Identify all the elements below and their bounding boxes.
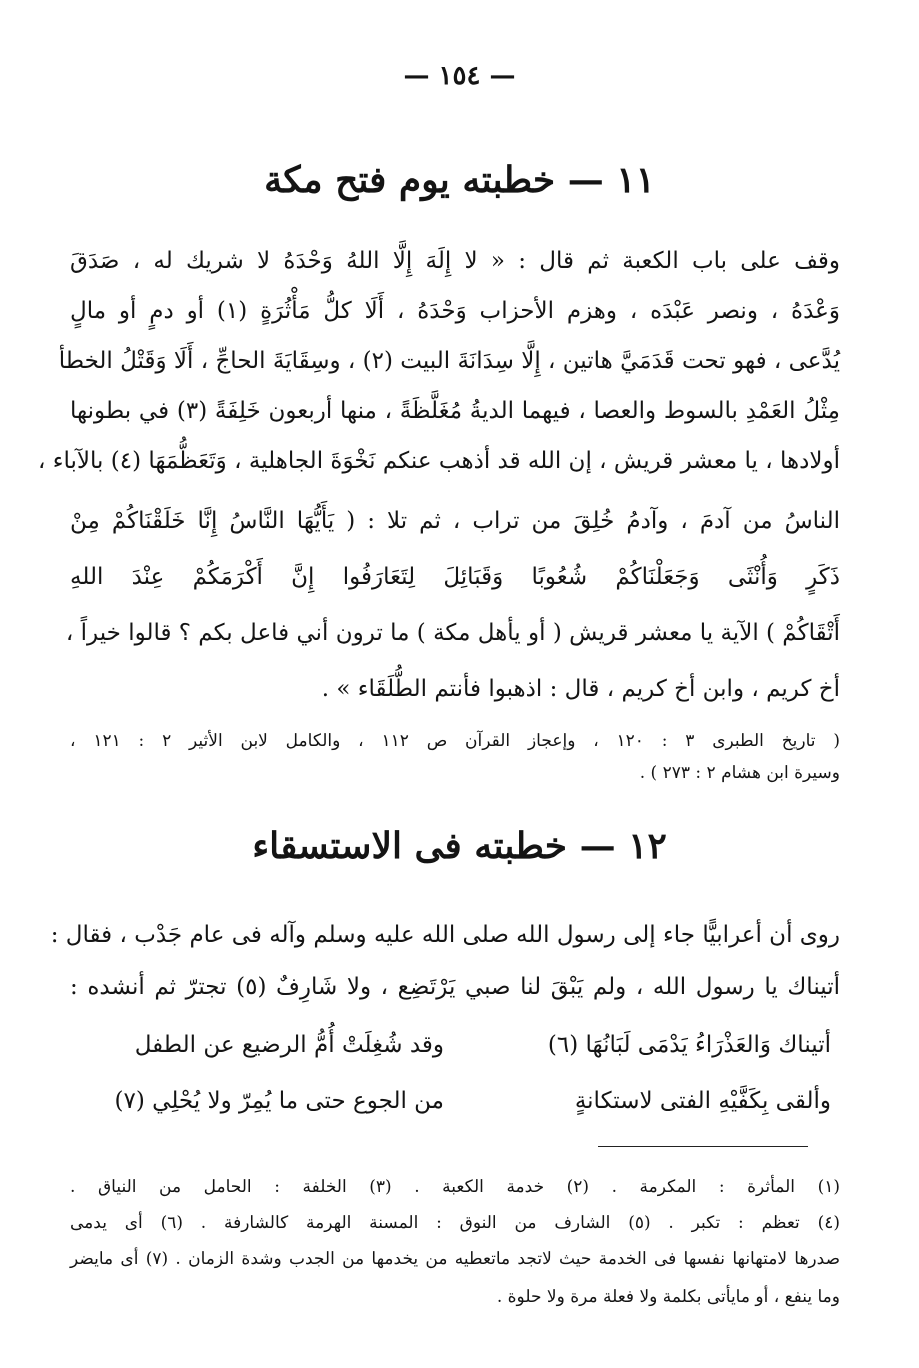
footnote-line: وما ينفع ، أو مايأتى بكلمة ولا فعلة مرة ولا حلوة . [496,1287,840,1307]
section-title-12: ١٢ — خطبته فى الاستسقاء [252,825,667,867]
source-citation-line: وسيرة ابن هشام ٢ : ٢٧٣ ) . [639,763,840,783]
verse-1-second-hemistich: وقد شُغِلَتْ أُمُّ الرضيع عن الطفل [134,1032,444,1058]
source-citation-line: ( تاريخ الطبرى ٣ : ١٢٠ ، وإعجاز القرآن ص ١١٢ ، والكامل لابن الأثير ٢ : ١٢١ ، [70,731,840,751]
text-line: روى أن أعرابيًّا جاء إلى رسول الله صلى الله عليه وسلم وآله فى عام جَدْب ، فقال : [50,922,840,948]
footnote-line: (١) المأثرة : المكرمة . (٢) خدمة الكعبة . (٣) الخلفة : الحامل من النياق . [70,1177,840,1197]
section-title-11: ١١ — خطبته يوم فتح مكة [264,159,655,201]
text-line: وقف على باب الكعبة ثم قال : « لا إِلَهَ إِلَّا اللهُ وَحْدَهُ لا شريك له ، صَدَقَ [70,248,840,274]
footnote-line: صدرها لامتهانها نفسها فى الخدمة حيث لاتجد ماتعطيه من يخدمها من الجدب وشدة الزمان . (٧) أى مايضر [70,1249,840,1269]
page-number: — ١٥٤ — [403,61,516,91]
verse-2-second-hemistich: من الجوع حتى ما يُمِرّ ولا يُحْلِي (٧) [114,1088,444,1114]
text-line: أتيناك يا رسول الله ، ولم يَبْقَ لنا صبي يَرْتَضِع ، ولا شَارِفٌ (٥) تجترّ ثم أنشده : [70,974,840,1000]
footnote-line: (٤) تعظم : تكبر . (٥) الشارف من النوق : المسنة الهرمة كالشارفة . (٦) أى يدمى [70,1213,840,1233]
text-line: مِثْلُ العَمْدِ بالسوط والعصا ، فيهما الديةُ مُغَلَّظَةً ، منها أربعون خَلِفَةً (٣) في بطونها [70,398,840,424]
text-line: يُدَّعى ، فهو تحت قَدَمَيَّ هاتين ، إِلَّا سِدَانَةَ البيت (٢) ، وسِقَايَةَ الحاجِّ ، أَلَا وَقَتْلُ الخطأ [58,348,840,374]
text-line: أخ كريم ، وابن أخ كريم ، قال : اذهبوا فأنتم الطُّلَقَاء » . [321,676,840,702]
text-line: الناسُ من آدمَ ، وآدمُ خُلِقَ من تراب ، ثم تلا : ( يَأَيُّهَا النَّاسُ إِنَّا خَلَقْنَاكُمْ مِنْ [70,508,840,534]
text-line: ذَكَرٍ وَأُنْثَى وَجَعَلْنَاكُمْ شُعُوبًا وَقَبَائِلَ لِتَعَارَفُوا إِنَّ أَكْرَمَكُمْ عِنْدَ اللهِ [70,564,840,590]
text-line: وَعْدَهُ ، ونصر عَبْدَه ، وهزم الأحزاب وَحْدَهُ ، أَلَا كلُّ مَأْثُرَةٍ (١) أو دمٍ أو مالٍ [70,298,840,324]
verse-1-first-hemistich: أتيناك وَالعَذْرَاءُ يَدْمَى لَبَانُهَا (٦) [547,1032,831,1058]
text-line: أَتْقَاكُمْ ) الآية يا معشر قريش ( أو يأهل مكة ) ما ترون أني فاعل بكم ؟ قالوا خيراً ، [65,620,840,646]
verse-2-first-hemistich: وألقى بِكَفَّيْهِ الفتى لاستكانةٍ [574,1088,831,1114]
text-line: أولادها ، يا معشر قريش ، إن الله قد أذهب عنكم نَخْوَةَ الجاهلية ، وَتَعَظُّمَهَا (٤) بالآباء ، [37,448,840,474]
footnote-divider [598,1146,808,1147]
